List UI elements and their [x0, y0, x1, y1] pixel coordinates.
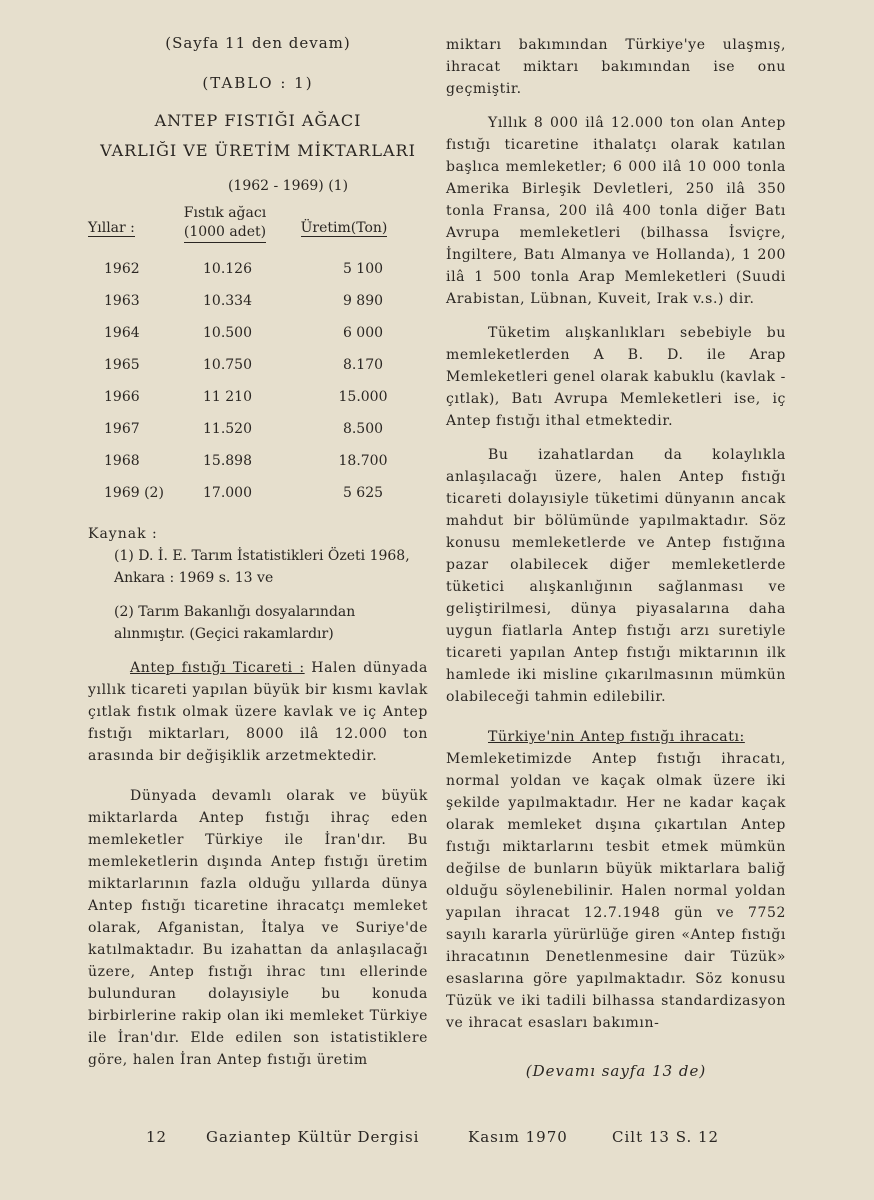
continued-from-note: (Sayfa 11 den devam)	[165, 34, 351, 52]
right-column	[446, 34, 786, 1080]
table-row: 1969 (2) 17.000 5 625	[104, 485, 384, 501]
table-row: 1967 11.520 8.500	[104, 421, 384, 437]
page-number: 12	[146, 1128, 168, 1146]
export-paragraph: Memleketimizde Antep fıstığı ihracatı, normal yoldan ve kaçak olmak üzere iki şekilde yapılmaktadır. Her ne kadar kaçak olarak memleket dışına çıkartılan Antep fıstığı miktarlarını tesbit etmek mümkün değilse de bunların büyük miktarlara baliğ olduğu söylenebilinir. Halen normal yoldan yapılan ihracat 12.7.1948 gün ve 7752 sayılı kararla yürürlüğe giren «Antep fıstığı ihracatının Denetlenmesine dair Tüzük» esaslarına göre yapılmaktadır. Söz konusu Tüzük ve iki tadili bilhassa standardizasyon ve ihracat esasları bakımın-	[446, 751, 786, 1031]
table-row: 1965 10.750 8.170	[104, 357, 384, 373]
table-header	[88, 204, 428, 243]
source-note-2: (2) Tarım Bakanlığı dosyalarından alınmıştır. (Geçici rakamlardır)	[114, 604, 356, 642]
table-period: (1962 - 1969) (1)	[227, 178, 349, 194]
export-heading-line	[446, 726, 786, 748]
table-title-line2: VARLIĞI VE ÜRETİM MİKTARLARI	[100, 141, 416, 160]
table-row: 1966 11 210 15.000	[104, 389, 388, 405]
header-years: Yıllar :	[88, 220, 135, 236]
left-column	[88, 34, 428, 1071]
table-source	[88, 523, 428, 645]
header-production: Üretim(Ton)	[300, 220, 388, 236]
table-row: 1963 10.334 9 890	[104, 293, 384, 309]
importers-paragraph: Yıllık 8 000 ilâ 12.000 ton olan Antep fıstığı ticaretine ithalatçı olarak katılan başlıca memleketler; 6 000 ilâ 10 000 tonla Amerika Birleşik Devletleri, 250 ilâ 350 tonla Fransa, 200 ilâ 400 tonla diğer Batı Avrupa memleketleri (bilhassa İsviçre, İngiltere, Batı Almanya ve Hollanda), 1 200 ilâ 1 500 tonla Arap Memleketleri (Suudi Arabistan, Lübnan, Kuveit, Irak v.s.) dir.	[446, 115, 786, 307]
continued-to-note: (Devamı sayfa 13 de)	[525, 1062, 707, 1080]
table-row: 1964 10.500 6 000	[104, 325, 384, 341]
volume-issue: Cilt 13 S. 12	[612, 1128, 720, 1146]
table-row: 1962 10.126 5 100	[104, 261, 384, 277]
intro-paragraph: miktarı bakımından Türkiye'ye ulaşmış, ihracat miktarı bakımından ise onu geçmiştir.	[446, 37, 786, 97]
table-body	[88, 253, 428, 509]
header-trees: Fıstık ağacı (1000 adet)	[166, 204, 284, 243]
table-row: 1968 15.898 18.700	[104, 453, 388, 469]
trade-heading: Antep fıstığı Ticareti :	[130, 660, 305, 676]
explanation-paragraph: Bu izahatlardan da kolaylıkla anlaşılacağı üzere, halen Antep fıstığı ticareti dolayısiyle tüketimi dünyanın ancak mahdut bir bölümünde yapılmaktadır. Söz konusu memleketlerde ve Antep fıstığına pazar olabilecek diğer memleketlerde tüketici alışkanlığının sağlanması ve geliştirilmesi, dünya piyasalarına daha uygun fiatlarla Antep fıstığı arzı suretiyle ticareti yapılan Antep fıstığı miktarının ilk hamlede iki misline çıkarılmasının mümkün olabileceği tahmin edilebilir.	[446, 447, 786, 705]
issue-date: Kasım 1970	[468, 1128, 568, 1146]
magazine-name: Gaziantep Kültür Dergisi	[206, 1128, 420, 1146]
table-label: (TABLO : 1)	[202, 74, 314, 92]
table-title-line1: ANTEP FISTIĞI AĞACI	[154, 111, 362, 130]
source-label: Kaynak :	[88, 526, 158, 542]
source-note-1: (1) D. İ. E. Tarım İstatistikleri Özeti 1968, Ankara : 1969 s. 13 ve	[114, 548, 410, 586]
world-exporters-paragraph: Dünyada devamlı olarak ve büyük miktarlarda Antep fıstığı ihraç eden memleketler Türkiye ile İran'dır. Bu memleketlerin dışında Antep fıstığı üretim miktarlarının fazla olduğu yıllarda dünya Antep fıstığı ticaretine ihracatçı memleket olarak, Afganistan, İtalya ve Suriye'de katılmaktadır. Bu izahattan da anlaşılacağı üzere, Antep fıstığı ihrac tını ellerinde bulunduran dolayısiyle bu konuda birbirlerine rakip olan iki memleket Türkiye ile İran'dır. Elde edilen son istatistiklere göre, halen İran Antep fıstığı üretim	[88, 788, 428, 1068]
consumption-paragraph: Tüketim alışkanlıkları sebebiyle bu memleketlerden A B. D. ile Arap Memleketleri genel olarak kabuklu (kavlak - çıtlak), Batı Avrupa Memleketleri ise, iç Antep fıstığı ithal etmektedir.	[446, 325, 786, 429]
trade-paragraph: Antep fıstığı Ticareti : Halen dünyada yıllık ticareti yapılan büyük bir kısmı kavlak çıtlak fıstık olmak üzere kavlak ve iç Antep fıstığı miktarları, 8000 ilâ 12.000 ton arasında bir değişiklik arzetmektedir.	[88, 660, 428, 764]
table-title	[88, 106, 428, 166]
export-heading: Türkiye'nin Antep fıstığı ihracatı:	[488, 729, 745, 745]
